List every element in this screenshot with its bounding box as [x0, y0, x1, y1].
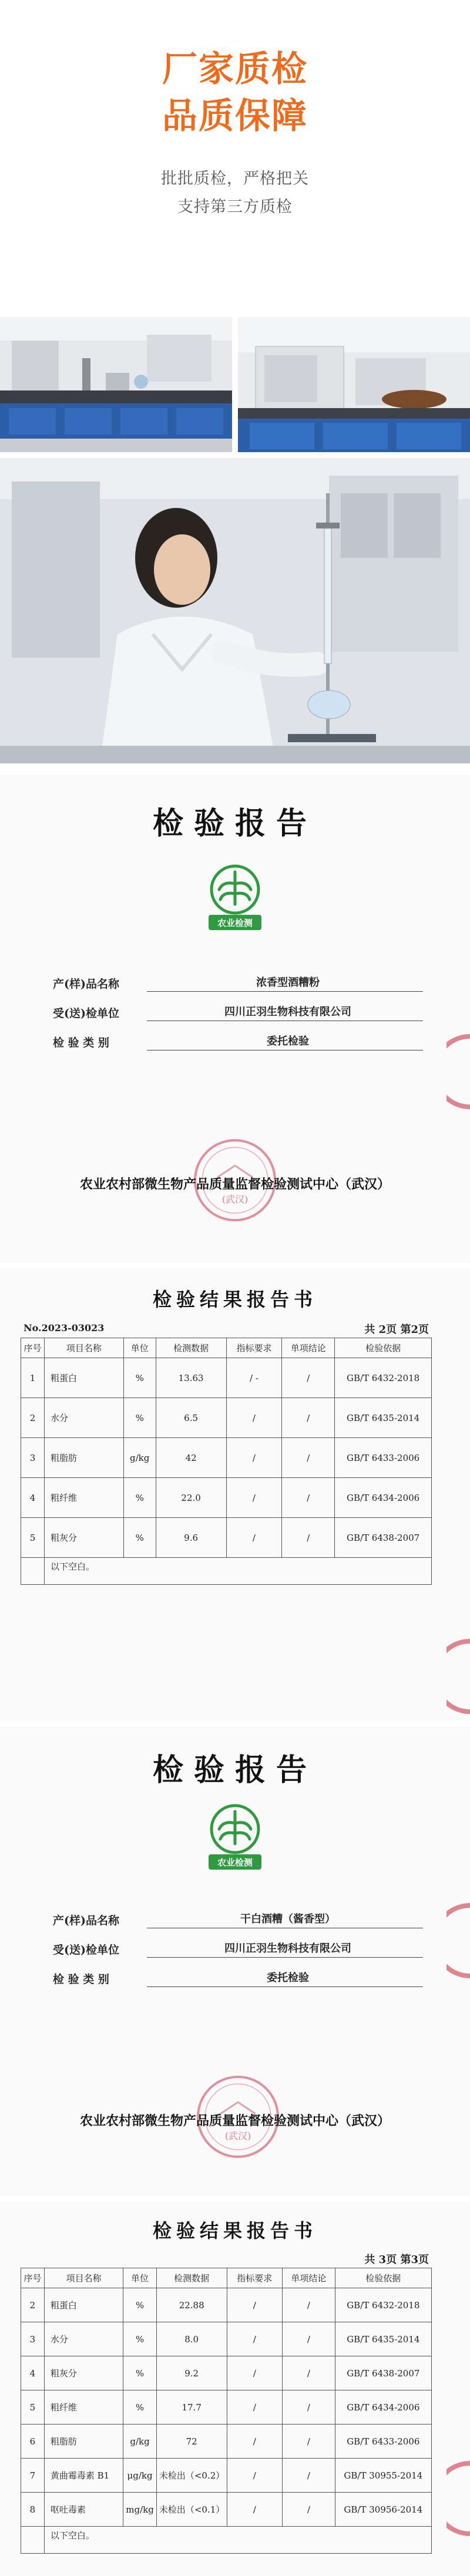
- cell: %: [123, 2390, 157, 2425]
- cell: /: [227, 2288, 283, 2322]
- cell: 3: [21, 1438, 45, 1478]
- table-note-row: [21, 1558, 432, 1585]
- seal-text: (武汉): [221, 1194, 249, 1205]
- col-header: 序号: [21, 1338, 45, 1358]
- cell: GB/T 30956-2014: [335, 2493, 431, 2527]
- table-note-row: [21, 2527, 432, 2554]
- agricultural-testing-logo: [203, 1803, 267, 1873]
- cell: [21, 2527, 45, 2554]
- field-label: 检 验 类 别: [53, 1973, 109, 1986]
- cell: g/kg: [123, 1438, 156, 1478]
- inspection-report-cover-1: [0, 775, 470, 1262]
- cell: /: [227, 2493, 283, 2527]
- subline-third-party: 支持第三方质检: [177, 198, 293, 216]
- cell: 水分: [44, 2322, 123, 2356]
- cell: 2: [21, 1398, 45, 1438]
- result-table: [21, 2268, 432, 2554]
- testing-center-name: 农业农村部微生物产品质量监督检验测试中心（武汉）: [79, 1177, 390, 1192]
- cell: 13.63: [156, 1358, 226, 1398]
- cell: /: [282, 1478, 335, 1518]
- col-header: 检测数据: [156, 2268, 227, 2288]
- table-row: [21, 2390, 432, 2425]
- cell: 未检出（<0.1）: [156, 2493, 227, 2527]
- inspection-result-sheet-1: [0, 1268, 470, 1720]
- cell: 粗脂肪: [44, 1438, 123, 1478]
- cell: %: [123, 1478, 156, 1518]
- cell: 9.2: [156, 2356, 227, 2390]
- table-row: [21, 2322, 432, 2356]
- cell: %: [123, 2288, 157, 2322]
- underline: [147, 1957, 423, 1958]
- cell: /: [283, 2390, 335, 2425]
- col-header: 项目名称: [44, 1338, 123, 1358]
- cell: 粗纤维: [44, 1478, 123, 1518]
- cell: /: [283, 2493, 335, 2527]
- cell: / -: [226, 1358, 282, 1398]
- cell: 4: [21, 2356, 45, 2390]
- table-row: [21, 2288, 432, 2322]
- cell: 粗纤维: [44, 2390, 123, 2425]
- col-header: 检验依据: [335, 2268, 431, 2288]
- field-label: 检 验 类 别: [53, 1036, 109, 1049]
- cell: %: [123, 1398, 156, 1438]
- col-header: 单项结论: [283, 2268, 335, 2288]
- table-row: [21, 2459, 432, 2493]
- col-header: 检验依据: [335, 1338, 432, 1358]
- table-row: [21, 2356, 432, 2390]
- cell: 42: [156, 1438, 226, 1478]
- cell: g/kg: [123, 2425, 157, 2459]
- table-row: [21, 2425, 432, 2459]
- table-row: [21, 1478, 432, 1518]
- cell: 粗蛋白: [44, 1358, 123, 1398]
- subline-batch-inspection: 批批质检，严格把关: [161, 170, 309, 188]
- inspection-result-sheet-2: [0, 2202, 470, 2576]
- cell: 7: [21, 2459, 45, 2493]
- underline: [147, 991, 423, 992]
- cell: /: [227, 2322, 283, 2356]
- cell: 粗蛋白: [44, 2288, 123, 2322]
- field-inspection-type: [53, 1031, 423, 1052]
- note-cell: 以下空白。: [44, 2527, 431, 2554]
- cell: 水分: [44, 1398, 123, 1438]
- table-row: [21, 1518, 432, 1558]
- agricultural-testing-logo: [203, 863, 267, 934]
- cell: GB/T 6433-2006: [335, 1438, 432, 1478]
- cell: /: [282, 1358, 335, 1398]
- cell: 6: [21, 2425, 45, 2459]
- cell: GB/T 6433-2006: [335, 2425, 431, 2459]
- edge-seal-mark: [446, 2460, 470, 2537]
- hero-section: [0, 0, 470, 305]
- field-value: 四川正羽生物科技有限公司: [224, 1942, 351, 1955]
- cell: 粗灰分: [44, 1518, 123, 1558]
- cell: %: [123, 2356, 157, 2390]
- headline-quality-guarantee: 品质保障: [162, 96, 308, 137]
- note-cell: 以下空白。: [44, 1558, 431, 1585]
- field-label: 受(送)检单位: [53, 1944, 119, 1957]
- logo-caption: 农业检测: [217, 1857, 253, 1868]
- cell: /: [227, 2459, 283, 2493]
- cell: /: [283, 2288, 335, 2322]
- table-row: [21, 1358, 432, 1398]
- cell: /: [227, 2390, 283, 2425]
- col-header: 单位: [123, 1338, 156, 1358]
- cell: 未检出（<0.2）: [156, 2459, 227, 2493]
- cell: /: [283, 2459, 335, 2493]
- cell: 粗脂肪: [44, 2425, 123, 2459]
- cell: GB/T 6435-2014: [335, 1398, 432, 1438]
- cell: GB/T 6432-2018: [335, 1358, 432, 1398]
- lab-photo-bench: [0, 317, 232, 452]
- cell: 8.0: [156, 2322, 227, 2356]
- cell: GB/T 6435-2014: [335, 2322, 431, 2356]
- field-client-unit: [53, 1001, 423, 1022]
- testing-center-name: 农业农村部微生物产品质量监督检验测试中心（武汉）: [79, 2113, 390, 2129]
- field-value: 浓香型酒糟粉: [256, 976, 320, 989]
- col-header: 序号: [21, 2268, 45, 2288]
- cell: 3: [21, 2322, 45, 2356]
- cell: /: [226, 1478, 282, 1518]
- cell: 2: [21, 2288, 45, 2322]
- edge-seal-mark: [446, 1902, 470, 1979]
- col-header: 指标要求: [226, 1338, 282, 1358]
- table-row: [21, 1398, 432, 1438]
- cell: %: [123, 1518, 156, 1558]
- col-header: 检测数据: [156, 1338, 226, 1358]
- cell: /: [283, 2322, 335, 2356]
- edge-seal-mark: [446, 1638, 470, 1715]
- cell: μg/kg: [123, 2459, 157, 2493]
- result-title: 检验结果报告书: [152, 1288, 317, 1311]
- cell: [21, 1558, 45, 1585]
- field-product-name: [53, 972, 423, 993]
- col-header: 指标要求: [227, 2268, 283, 2288]
- cell: 17.7: [156, 2390, 227, 2425]
- cell: GB/T 6432-2018: [335, 2288, 431, 2322]
- cell: GB/T 6438-2007: [335, 1518, 432, 1558]
- cell: 22.0: [156, 1478, 226, 1518]
- cell: 6.5: [156, 1398, 226, 1438]
- cell: 呕吐毒素: [44, 2493, 123, 2527]
- cell: /: [283, 2356, 335, 2390]
- cell: GB/T 6434-2006: [335, 1478, 432, 1518]
- cell: /: [282, 1438, 335, 1478]
- page-indicator: 共 3页 第3页: [364, 2254, 429, 2266]
- field-label: 产(样)品名称: [53, 1914, 119, 1927]
- cell: 8: [21, 2493, 45, 2527]
- result-table: [21, 1338, 432, 1585]
- col-header: 单项结论: [282, 1338, 335, 1358]
- cell: 粗灰分: [44, 2356, 123, 2390]
- col-header: 项目名称: [44, 2268, 123, 2288]
- cell: /: [283, 2425, 335, 2459]
- cell: 黄曲霉毒素 B1: [44, 2459, 123, 2493]
- inspection-report-cover-2: [0, 1726, 470, 2196]
- field-client-unit: [53, 1938, 423, 1959]
- cell: 22.88: [156, 2288, 227, 2322]
- cell: 1: [21, 1358, 45, 1398]
- field-product-name: [53, 1908, 423, 1930]
- field-value: 委托检验: [267, 1972, 309, 1984]
- lab-photo-technician: [0, 458, 470, 763]
- underline: [147, 1986, 423, 1987]
- report-number: No.2023-03023: [24, 1322, 105, 1334]
- headline-factory-inspection: 厂家质检: [162, 49, 308, 90]
- table-row: [21, 2493, 432, 2527]
- cell: /: [282, 1398, 335, 1438]
- report-title: 检验报告: [152, 806, 317, 841]
- table-row: [21, 1438, 432, 1478]
- field-inspection-type: [53, 1967, 423, 1988]
- cell: %: [123, 1358, 156, 1398]
- logo-caption: 农业检测: [217, 918, 253, 928]
- field-label: 产(样)品名称: [53, 978, 119, 991]
- seal-text: (武汉): [224, 2130, 251, 2141]
- cell: 9.6: [156, 1518, 226, 1558]
- cell: 4: [21, 1478, 45, 1518]
- cell: /: [226, 1398, 282, 1438]
- cell: %: [123, 2322, 157, 2356]
- field-value: 委托检验: [267, 1035, 309, 1048]
- field-label: 受(送)检单位: [53, 1007, 119, 1020]
- cell: 5: [21, 1518, 45, 1558]
- report-title: 检验报告: [152, 1752, 317, 1788]
- cell: /: [226, 1518, 282, 1558]
- cell: /: [227, 2356, 283, 2390]
- cell: /: [226, 1438, 282, 1478]
- cell: 5: [21, 2390, 45, 2425]
- lab-photo-oven: [238, 317, 470, 452]
- edge-seal-mark: [446, 1033, 470, 1110]
- cell: GB/T 6434-2006: [335, 2390, 431, 2425]
- col-header: 单位: [123, 2268, 157, 2288]
- cell: GB/T 6438-2007: [335, 2356, 431, 2390]
- field-value: 干白酒糟（酱香型）: [240, 1913, 335, 1925]
- table-header-row: [21, 1338, 432, 1358]
- page-indicator: 共 2页 第2页: [364, 1324, 429, 1336]
- cell: GB/T 30955-2014: [335, 2459, 431, 2493]
- cell: 72: [156, 2425, 227, 2459]
- field-value: 四川正羽生物科技有限公司: [224, 1006, 351, 1018]
- cell: /: [227, 2425, 283, 2459]
- cell: /: [282, 1518, 335, 1558]
- cell: mg/kg: [123, 2493, 157, 2527]
- result-title: 检验结果报告书: [152, 2220, 317, 2242]
- table-header-row: [21, 2268, 432, 2288]
